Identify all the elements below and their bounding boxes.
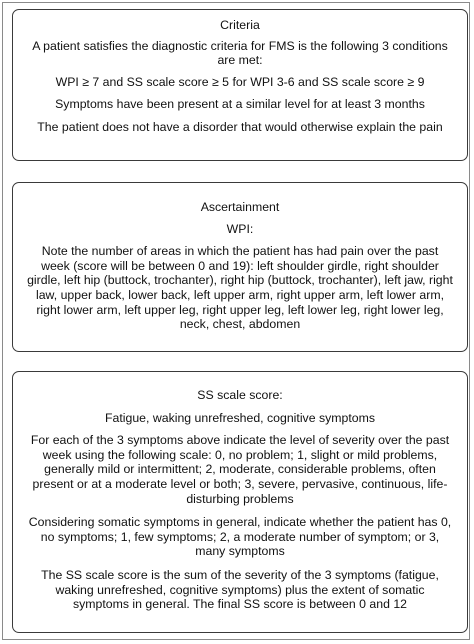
criteria-condition-3: The patient does not have a disorder that would otherwise explain the pain [37, 119, 443, 134]
ss-scale-title: SS scale score: [197, 388, 283, 402]
wpi-label: WPI: [226, 221, 254, 236]
criteria-title: Criteria [220, 18, 260, 32]
criteria-box [12, 9, 468, 161]
ss-scale-box [12, 371, 468, 633]
ss-scale-total-text: The SS scale score is the sum of the severity of the 3 symptoms (fatigue, waking unrefreshed, cognitive symptoms) plus the extent of somatic symptoms in general. The final SS score is between 0 and 12 [41, 567, 439, 612]
ss-scale-somatic-text: Considering somatic symptoms in general, indicate whether the patient has 0, no symptoms; 1, few symptoms; 2, a moderate number of symptom; or 3, many symptoms [28, 515, 452, 559]
ascertainment-box [12, 182, 468, 352]
criteria-intro: A patient satisfies the diagnostic criteria for FMS is the following 3 conditions are met: [32, 38, 448, 68]
criteria-condition-1: WPI ≥ 7 and SS scale score ≥ 5 for WPI 3-6 and SS scale score ≥ 9 [55, 74, 425, 89]
ascertainment-title: Ascertainment [200, 200, 280, 214]
wpi-description: Note the number of areas in which the patient has had pain over the past week (score will be between 0 and 19): left shoulder girdle, right shoulder girdle, left hip (buttock, trochanter), right hip (buttock, trochanter), left jaw, right law, upper back, lower back, left upper arm, right upper arm, left lower arm, right lower arm, left upper leg, right upper leg, left lower leg, right lower leg, neck, chest, abdomen [27, 244, 453, 332]
ss-scale-symptoms: Fatigue, waking unrefreshed, cognitive symptoms [105, 410, 375, 425]
ss-scale-severity-text: For each of the 3 symptoms above indicate the level of severity over the past week using the following scale: 0, no problem; 1, slight or mild problems, generally mild or intermittent; 2, moderate, considerable problems, often present or at a moderate level or both; 3, severe, pervasive, continuous, life-disturbing problems [30, 433, 450, 506]
criteria-condition-2: Symptoms have been present at a similar level for at least 3 months [55, 97, 425, 112]
